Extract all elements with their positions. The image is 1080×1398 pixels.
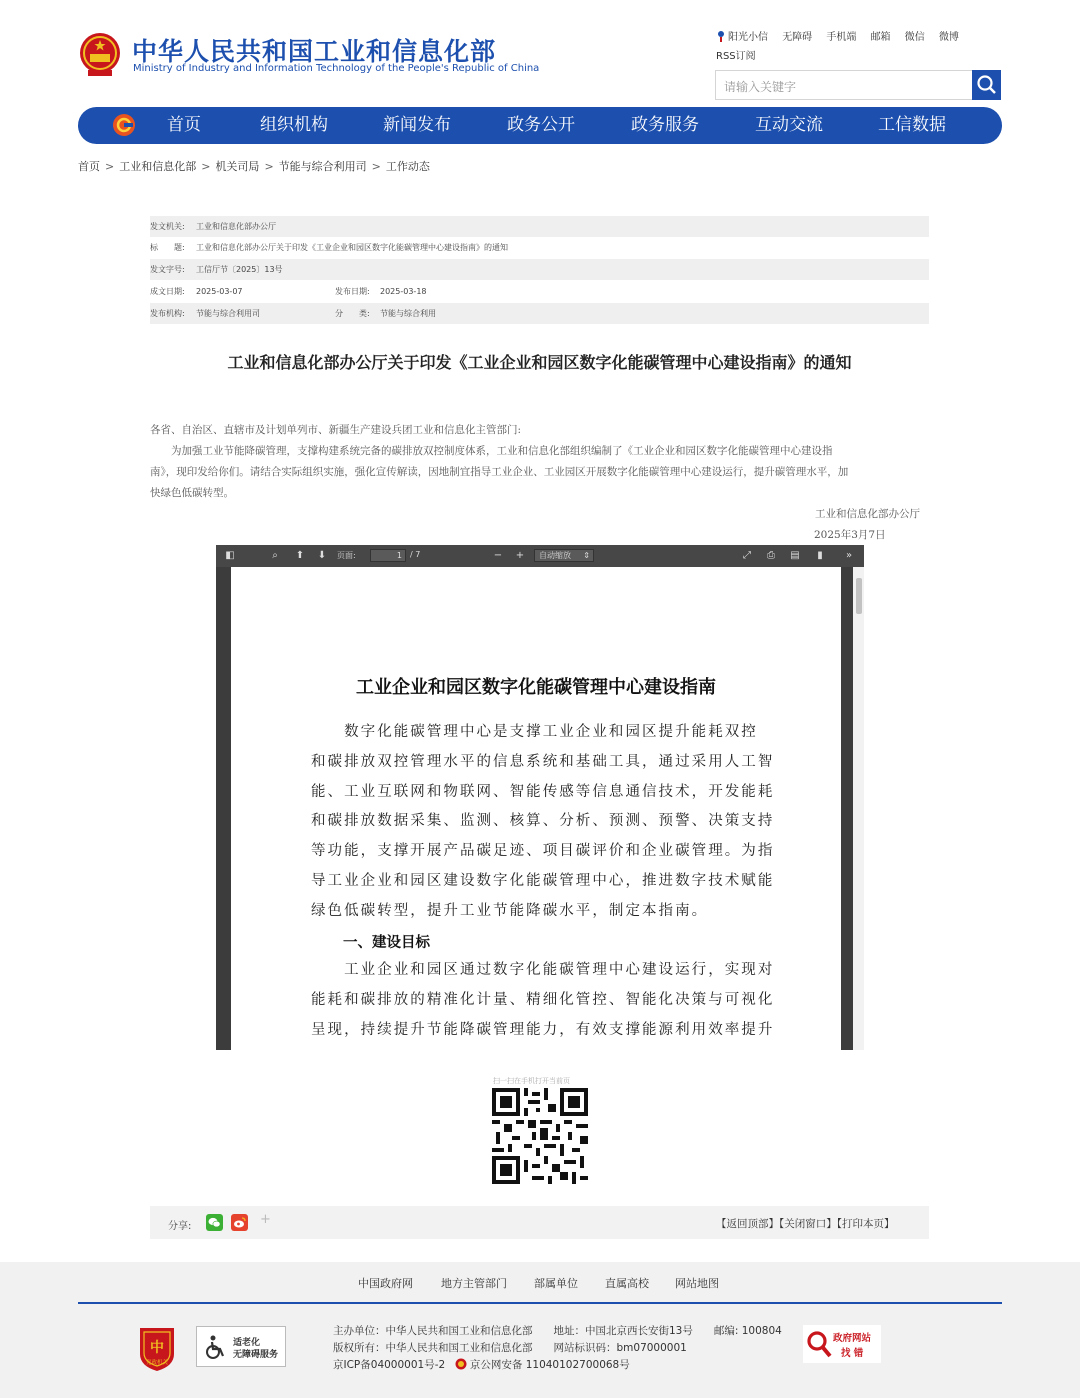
zoom-out-icon[interactable]: − xyxy=(493,550,503,561)
breadcrumb-home[interactable]: 首页 xyxy=(78,160,100,173)
pdf-line: 能、工业互联网和物联网、智能传感等信息通信技术，开发能耗 xyxy=(311,784,775,800)
breadcrumb-department[interactable]: 节能与综合利用司 xyxy=(278,160,367,173)
pdf-toolbar xyxy=(216,545,864,567)
wheelchair-icon xyxy=(203,1334,229,1360)
more-tools-icon[interactable]: » xyxy=(845,550,853,561)
meta-row-docno xyxy=(150,259,929,280)
badge-text-accessibility: 无障碍服务 xyxy=(233,1350,279,1360)
meta-label: 发文字号: xyxy=(150,265,185,274)
badge-text-elderly: 适老化 xyxy=(233,1338,261,1348)
pdf-page xyxy=(231,567,841,1050)
article-salutation: 各省、自治区、直辖市及计划单列市、新疆生产建设兵团工业和信息化主管部门: xyxy=(150,424,522,436)
badge-text-find-error: 找 错 xyxy=(841,1348,864,1359)
rss-link[interactable]: RSS订阅 xyxy=(716,51,756,62)
meta-label: 发布机构: xyxy=(150,309,185,318)
pdf-line: 等功能，支撑开展产品碳足迹、项目碳评价和企业碳管理。为指 xyxy=(311,843,775,859)
zoom-select[interactable] xyxy=(534,549,594,562)
nav-news[interactable]: 新闻发布 xyxy=(383,115,451,135)
footer-link-local[interactable]: 地方主管部门 xyxy=(441,1277,507,1290)
breadcrumb-ministry[interactable]: 工业和信息化部 xyxy=(119,160,197,173)
page-label: 页面: xyxy=(337,551,356,560)
footer-divider xyxy=(78,1302,1002,1304)
footer-sponsor: 主办单位：中华人民共和国工业和信息化部 地址：中国北京西长安街13号 邮编: 100804 xyxy=(333,1325,782,1337)
select-arrows-icon: ⇕ xyxy=(583,551,590,560)
footer-link-units[interactable]: 部属单位 xyxy=(534,1277,578,1290)
pdf-line: 导工业企业和园区建设数字化能碳管理中心，推进数字技术赋能 xyxy=(311,873,775,889)
meta-row-org xyxy=(150,303,929,324)
wechat-share-icon[interactable] xyxy=(206,1214,223,1231)
footer-link-gov[interactable]: 中国政府网 xyxy=(358,1277,413,1290)
meta-label: 分 类: xyxy=(335,309,370,318)
top-link-wechat[interactable]: 微信 xyxy=(904,32,925,43)
breadcrumb-departments[interactable]: 机关司局 xyxy=(215,160,260,173)
meta-value: 工业和信息化部办公厅关于印发《工业企业和园区数字化能碳管理中心建设指南》的通知 xyxy=(196,243,508,252)
footer-link-universities[interactable]: 直属高校 xyxy=(605,1277,649,1290)
bookmark-icon[interactable]: ▮ xyxy=(817,550,823,561)
pdf-scroll-thumb[interactable] xyxy=(856,578,862,614)
weibo-share-icon[interactable] xyxy=(231,1214,248,1231)
article-para-line: 为加强工业节能降碳管理，支撑构建系统完备的碳排放双控制度体系，工业和信息化部组织编制了《工业企业和园区数字化能碳管理中心建设指 xyxy=(171,445,833,457)
next-page-icon[interactable]: ⬇ xyxy=(317,550,327,561)
pdf-line: 能耗和碳排放的精准化计量、精细化管控、智能化决策与可视化 xyxy=(311,992,775,1008)
nav-gov-services[interactable]: 政务服务 xyxy=(631,115,699,135)
nav-data[interactable]: 工信数据 xyxy=(878,115,946,135)
top-links xyxy=(716,28,970,43)
site-title[interactable]: 中华人民共和国工业和信息化部 xyxy=(132,37,497,66)
download-icon[interactable]: ▤ xyxy=(790,550,800,561)
meta-label: 成文日期: xyxy=(150,287,185,296)
meta-value: 节能与综合利用 xyxy=(380,309,436,318)
article-para-line: 快绿色低碳转型。 xyxy=(150,487,234,499)
meta-value: 工业和信息化部办公厅 xyxy=(196,222,276,231)
meta-value: 工信厅节〔2025〕13号 xyxy=(196,265,283,274)
badge-text-gov-site: 政府网站 xyxy=(833,1333,872,1344)
meta-row-title xyxy=(150,237,929,258)
icp-link[interactable]: 京ICP备04000001号-2 xyxy=(333,1359,446,1371)
search-icon xyxy=(972,70,1001,100)
pdf-line: 呈现，持续提升节能降碳管理能力，有效支撑能源利用效率提升 xyxy=(311,1022,775,1038)
pdf-section-heading: 一、建设目标 xyxy=(343,935,430,951)
more-share-icon[interactable]: + xyxy=(260,1212,271,1227)
article-signature: 工业和信息化部办公厅 xyxy=(815,508,920,520)
footer-link-sitemap[interactable]: 网站地图 xyxy=(675,1277,719,1290)
site-subtitle: Ministry of Industry and Information Technology of the People's Republic of China xyxy=(133,63,540,74)
nav-logo-icon[interactable] xyxy=(111,112,137,138)
article-title: 工业和信息化部办公厅关于印发《工业企业和园区数字化能碳管理中心建设指南》的通知 xyxy=(227,353,852,372)
nav-organization[interactable]: 组织机构 xyxy=(260,115,328,135)
svg-text:中: 中 xyxy=(150,1340,164,1356)
fullscreen-icon[interactable]: ⤢ xyxy=(743,550,751,561)
nav-interaction[interactable]: 互动交流 xyxy=(755,115,823,135)
pdf-scrollbar[interactable] xyxy=(853,567,864,1050)
nav-home[interactable]: 首页 xyxy=(167,115,201,135)
elderly-accessibility-badge[interactable] xyxy=(196,1326,286,1367)
print-icon[interactable]: ⎙ xyxy=(767,550,775,561)
pdf-line: 和碳排放双控管理水平的信息系统和基础工具，通过采用人工智 xyxy=(311,754,775,770)
pdf-line: 数字化能碳管理中心是支撑工业企业和园区提升能耗双控 xyxy=(311,724,758,740)
breadcrumb-current[interactable]: 工作动态 xyxy=(385,160,430,173)
party-gov-badge-text: 党政机关 xyxy=(145,1360,169,1366)
breadcrumb: 首页 > 工业和信息化部 > 机关司局 > 节能与综合利用司 > 工作动态 xyxy=(78,160,430,173)
meta-label: 标 题: xyxy=(150,243,185,252)
search-input[interactable]: 请输入关键字 xyxy=(715,70,973,100)
magnifier-icon xyxy=(805,1329,833,1359)
pdf-line: 和碳排放数据采集、监测、核算、分析、预测、预警、决策支持 xyxy=(311,813,775,829)
qr-caption: 扫一扫在手机打开当前页 xyxy=(493,1077,570,1085)
share-label: 分享: xyxy=(168,1221,192,1232)
top-link-weibo[interactable]: 微博 xyxy=(938,32,959,43)
party-gov-badge[interactable] xyxy=(136,1324,178,1372)
top-link-mobile[interactable]: 手机端 xyxy=(826,32,857,43)
nav-gov-affairs[interactable]: 政务公开 xyxy=(507,115,575,135)
prev-page-icon[interactable]: ⬆ xyxy=(295,550,305,561)
meta-value: 节能与综合利用司 xyxy=(196,309,260,318)
footer-icp xyxy=(333,1357,630,1372)
article-date: 2025年3月7日 xyxy=(814,529,886,541)
top-link-sunshine[interactable]: 阳光小信 xyxy=(728,32,768,43)
meta-row-issuer xyxy=(150,216,929,237)
meta-label: 发文机关: xyxy=(150,222,185,231)
zoom-value: 自动缩放 xyxy=(539,551,571,560)
police-record-link[interactable]: 京公网安备 11040102700068号 xyxy=(469,1359,630,1371)
page-number-input[interactable]: 1 xyxy=(370,549,406,562)
sidebar-toggle-icon[interactable]: ◧ xyxy=(225,550,235,561)
pdf-line: 绿色低碳转型，提升工业节能降碳水平，制定本指南。 xyxy=(311,903,709,919)
gov-site-error-badge[interactable] xyxy=(803,1325,881,1363)
page-tools[interactable]: 【返回顶部】【关闭窗口】【打印本页】 xyxy=(716,1218,895,1230)
qr-code-image xyxy=(492,1088,588,1184)
sunshine-icon xyxy=(716,30,726,42)
pdf-line: 工业企业和园区通过数字化能碳管理中心建设运行，实现对 xyxy=(311,962,775,978)
meta-value: 2025-03-18 xyxy=(380,287,427,296)
pdf-heading: 工业企业和园区数字化能碳管理中心建设指南 xyxy=(356,677,716,698)
meta-row-dates xyxy=(150,281,929,302)
pdf-search-icon[interactable]: ⌕ xyxy=(272,550,278,561)
article-para-line: 南》，现印发给你们。请结合实际组织实施，强化宣传解读，因地制宜指导工业企业、工业园区开展数字化能碳管理中心建设运行，提升碳管理水平，加 xyxy=(150,466,849,478)
meta-label: 发布日期: xyxy=(335,287,370,296)
meta-value: 2025-03-07 xyxy=(196,287,243,296)
zoom-in-icon[interactable]: + xyxy=(515,550,525,561)
footer-copyright: 版权所有：中华人民共和国工业和信息化部 网站标识码：bm07000001 xyxy=(333,1342,687,1354)
search-button[interactable] xyxy=(972,70,1001,100)
national-emblem-logo xyxy=(78,32,122,78)
police-badge-icon xyxy=(455,1358,467,1370)
page-total: / 7 xyxy=(410,550,421,559)
top-link-accessibility[interactable]: 无障碍 xyxy=(782,32,813,43)
top-link-mail[interactable]: 邮箱 xyxy=(870,32,891,43)
